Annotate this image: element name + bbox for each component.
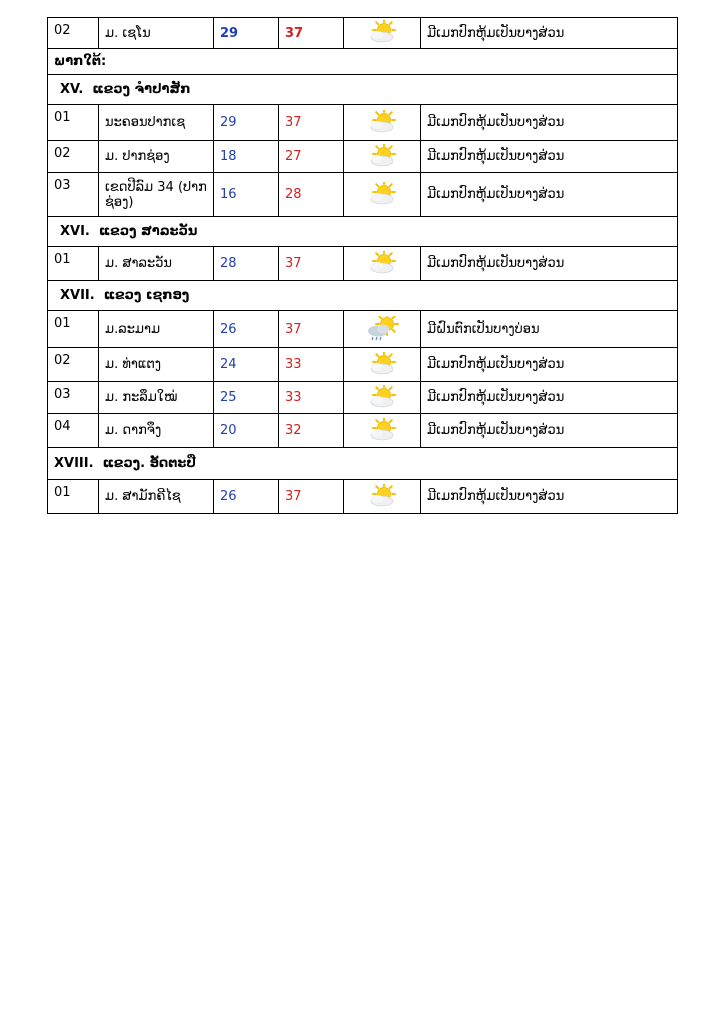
station-name: ມ. ທ່າແຕງ: [99, 348, 214, 382]
province-number: XV.: [60, 82, 84, 97]
sun-behind-cloud-icon: [364, 110, 400, 136]
max-temperature: 33: [279, 382, 344, 414]
min-temperature: 24: [214, 348, 279, 382]
table-row: [48, 414, 678, 448]
station-name: ມ.ລະມາມ: [99, 311, 214, 348]
table-row: [48, 348, 678, 382]
table-row: [48, 480, 678, 514]
min-temperature: 18: [214, 141, 279, 173]
province-name: ແຂວງ ສາລະວັນ: [98, 224, 198, 239]
weather-description: ມີເມກປົກຫຸ້ມເປັນບາງສ່ວນ: [421, 247, 678, 281]
station-name: ມ. ປາກຊ່ອງ: [99, 141, 214, 173]
province-number: XVIII.: [54, 456, 94, 471]
row-number: 03: [48, 173, 99, 217]
min-temperature: 26: [214, 480, 279, 514]
max-temperature: 28: [279, 173, 344, 217]
region-label: ພາກໃຕ້:: [48, 49, 678, 75]
province-header-row: [48, 281, 678, 311]
sun-behind-cloud-icon: [364, 418, 400, 444]
table-row: [48, 247, 678, 281]
row-number: 01: [48, 247, 99, 281]
province-header-row: [48, 217, 678, 247]
sun-behind-cloud-icon: [364, 385, 400, 411]
min-temperature: 29: [214, 18, 279, 49]
table-row: [48, 311, 678, 348]
max-temperature: 27: [279, 141, 344, 173]
weather-description: ມີເມກປົກຫຸ້ມເປັນບາງສ່ວນ: [421, 480, 678, 514]
table-row: [48, 105, 678, 141]
province-header-row: [48, 75, 678, 105]
sun-behind-cloud-icon: [364, 484, 400, 510]
weather-icon-cell: [344, 173, 421, 217]
row-number: 03: [48, 382, 99, 414]
max-temperature: 37: [279, 18, 344, 49]
province-name: ແຂວງ ເຊກອງ: [103, 288, 190, 303]
weather-description: ມີເມກປົກຫຸ້ມເປັນບາງສ່ວນ: [421, 141, 678, 173]
row-number: 04: [48, 414, 99, 448]
station-name: ເຂດປີລົມ 34 (ປາກຊ່ອງ): [99, 173, 214, 217]
weather-icon-cell: [344, 348, 421, 382]
table-row: [48, 382, 678, 414]
province-header: [48, 448, 678, 480]
weather-forecast-table: [47, 17, 678, 514]
weather-description: ມີເມກປົກຫຸ້ມເປັນບາງສ່ວນ: [421, 382, 678, 414]
weather-description: ມີເມກປົກຫຸ້ມເປັນບາງສ່ວນ: [421, 173, 678, 217]
max-temperature: 37: [279, 480, 344, 514]
province-number: XVI.: [60, 224, 90, 239]
sun-behind-cloud-icon: [364, 251, 400, 277]
row-number: 01: [48, 311, 99, 348]
province-header-row: [48, 448, 678, 480]
max-temperature: 37: [279, 105, 344, 141]
weather-description: ມີເມກປົກຫຸ້ມເປັນບາງສ່ວນ: [421, 348, 678, 382]
weather-icon-cell: [344, 311, 421, 348]
row-number: 01: [48, 105, 99, 141]
sun-behind-cloud-icon: [364, 20, 400, 46]
weather-table-body: [48, 18, 678, 514]
weather-description: ມີເມກປົກຫຸ້ມເປັນບາງສ່ວນ: [421, 414, 678, 448]
province-header: [48, 281, 678, 311]
min-temperature: 16: [214, 173, 279, 217]
province-header: [48, 217, 678, 247]
station-name: ມ. ເຊໂນ: [99, 18, 214, 49]
province-name: ແຂວງ. ອັດຕະປື: [102, 456, 196, 471]
max-temperature: 32: [279, 414, 344, 448]
station-name: ມ. ສາມັກຄີໄຊ: [99, 480, 214, 514]
min-temperature: 28: [214, 247, 279, 281]
province-header: [48, 75, 678, 105]
weather-icon-cell: [344, 414, 421, 448]
weather-description: ມີເມກປົກຫຸ້ມເປັນບາງສ່ວນ: [421, 18, 678, 49]
sun-behind-cloud-icon: [364, 182, 400, 208]
weather-icon-cell: [344, 141, 421, 173]
row-number: 02: [48, 18, 99, 49]
table-row: [48, 173, 678, 217]
station-name: ມ. ກະລຶມໃໝ່: [99, 382, 214, 414]
weather-icon-cell: [344, 382, 421, 414]
table-row: [48, 18, 678, 49]
sun-cloud-rain-icon: [364, 316, 400, 342]
row-number: 02: [48, 348, 99, 382]
region-header-row: [48, 49, 678, 75]
weather-icon-cell: [344, 18, 421, 49]
station-name: ນະຄອນປາກເຊ: [99, 105, 214, 141]
min-temperature: 25: [214, 382, 279, 414]
weather-icon-cell: [344, 105, 421, 141]
station-name: ມ. ສາລະວັນ: [99, 247, 214, 281]
min-temperature: 20: [214, 414, 279, 448]
station-name: ມ. ດາກຈຶງ: [99, 414, 214, 448]
weather-icon-cell: [344, 247, 421, 281]
province-name: ແຂວງ ຈຳປາສັກ: [92, 82, 191, 97]
row-number: 02: [48, 141, 99, 173]
min-temperature: 29: [214, 105, 279, 141]
weather-description: ມີເມກປົກຫຸ້ມເປັນບາງສ່ວນ: [421, 105, 678, 141]
min-temperature: 26: [214, 311, 279, 348]
sun-behind-cloud-icon: [364, 352, 400, 378]
province-number: XVII.: [60, 288, 95, 303]
max-temperature: 37: [279, 311, 344, 348]
weather-icon-cell: [344, 480, 421, 514]
weather-description: ມີຝົນຕົກເປັນບາງບ່ອນ: [421, 311, 678, 348]
sun-behind-cloud-icon: [364, 144, 400, 170]
table-row: [48, 141, 678, 173]
max-temperature: 33: [279, 348, 344, 382]
row-number: 01: [48, 480, 99, 514]
max-temperature: 37: [279, 247, 344, 281]
